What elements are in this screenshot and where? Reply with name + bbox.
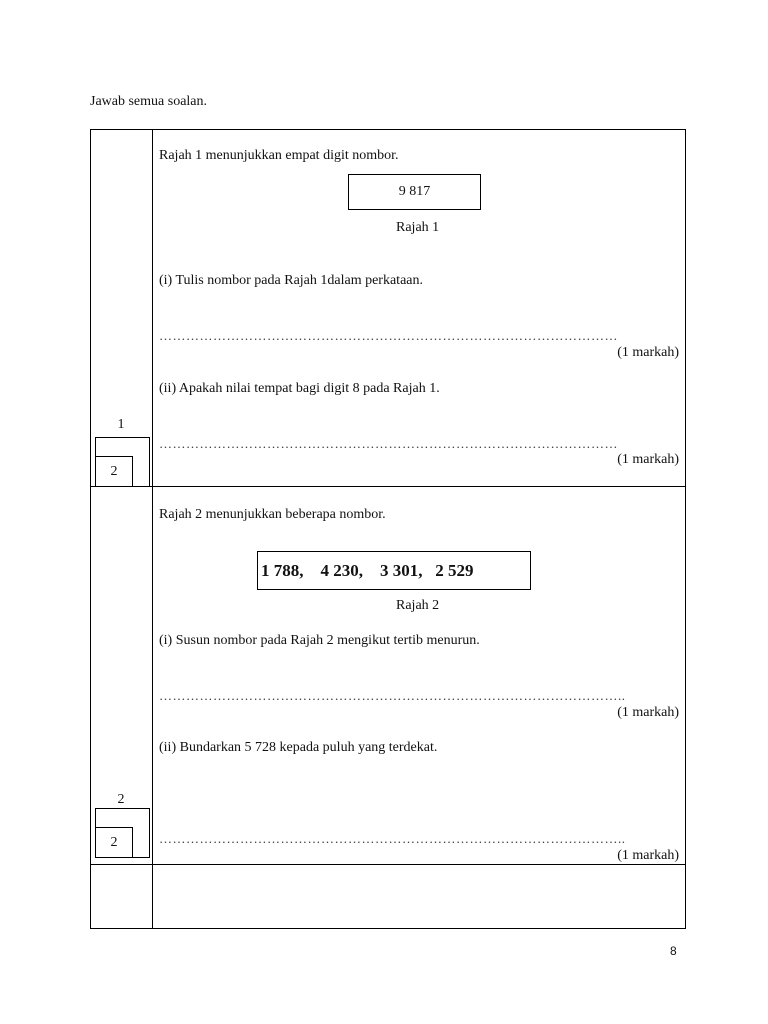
q1-figure-box bbox=[348, 174, 481, 210]
table-column-divider bbox=[152, 129, 153, 929]
q1-mark-ii: (1 markah) bbox=[617, 452, 679, 467]
q2-mark-ii: (1 markah) bbox=[617, 848, 679, 863]
q2-number: 2 bbox=[117, 792, 125, 807]
row-divider-2 bbox=[90, 864, 686, 865]
q1-part-i: (i) Tulis nombor pada Rajah 1dalam perkataan. bbox=[159, 273, 423, 288]
row-divider-1 bbox=[90, 486, 686, 487]
q1-part-ii: (ii) Apakah nilai tempat bagi digit 8 pada Rajah 1. bbox=[159, 381, 440, 396]
q2-answer-line-ii[interactable]: ………………………………………………………………………………………….. bbox=[159, 831, 626, 846]
q2-score-total: 2 bbox=[110, 834, 118, 850]
q1-intro: Rajah 1 menunjukkan empat digit nombor. bbox=[159, 148, 399, 163]
q1-score-total: 2 bbox=[110, 463, 118, 479]
q1-number: 1 bbox=[117, 417, 125, 432]
q2-part-ii: (ii) Bundarkan 5 728 kepada puluh yang terdekat. bbox=[159, 740, 438, 755]
q1-mark-i: (1 markah) bbox=[617, 345, 679, 360]
q2-intro: Rajah 2 menunjukkan beberapa nombor. bbox=[159, 507, 386, 522]
q1-answer-line-ii[interactable]: ………………………………………………………………………………………… bbox=[159, 436, 618, 451]
q2-score-total-box bbox=[95, 827, 133, 858]
q2-figure-caption: Rajah 2 bbox=[396, 598, 440, 613]
q2-figure-value: 1 788, 4 230, 3 301, 2 529 bbox=[261, 560, 474, 580]
q2-answer-line-i[interactable]: ………………………………………………………………………………………….. bbox=[159, 688, 626, 703]
q1-figure-value: 9 817 bbox=[398, 184, 431, 199]
q1-figure-caption: Rajah 1 bbox=[396, 220, 440, 235]
q2-part-i: (i) Susun nombor pada Rajah 2 mengikut tertib menurun. bbox=[159, 633, 480, 648]
instruction: Jawab semua soalan. bbox=[90, 94, 208, 109]
q1-score-total-box bbox=[95, 456, 133, 487]
q2-figure-box bbox=[257, 551, 531, 590]
question-table bbox=[90, 129, 686, 929]
q2-mark-i: (1 markah) bbox=[617, 705, 679, 720]
page-number: 8 bbox=[670, 944, 677, 958]
q1-answer-line-i[interactable]: ………………………………………………………………………………………… bbox=[159, 328, 618, 343]
